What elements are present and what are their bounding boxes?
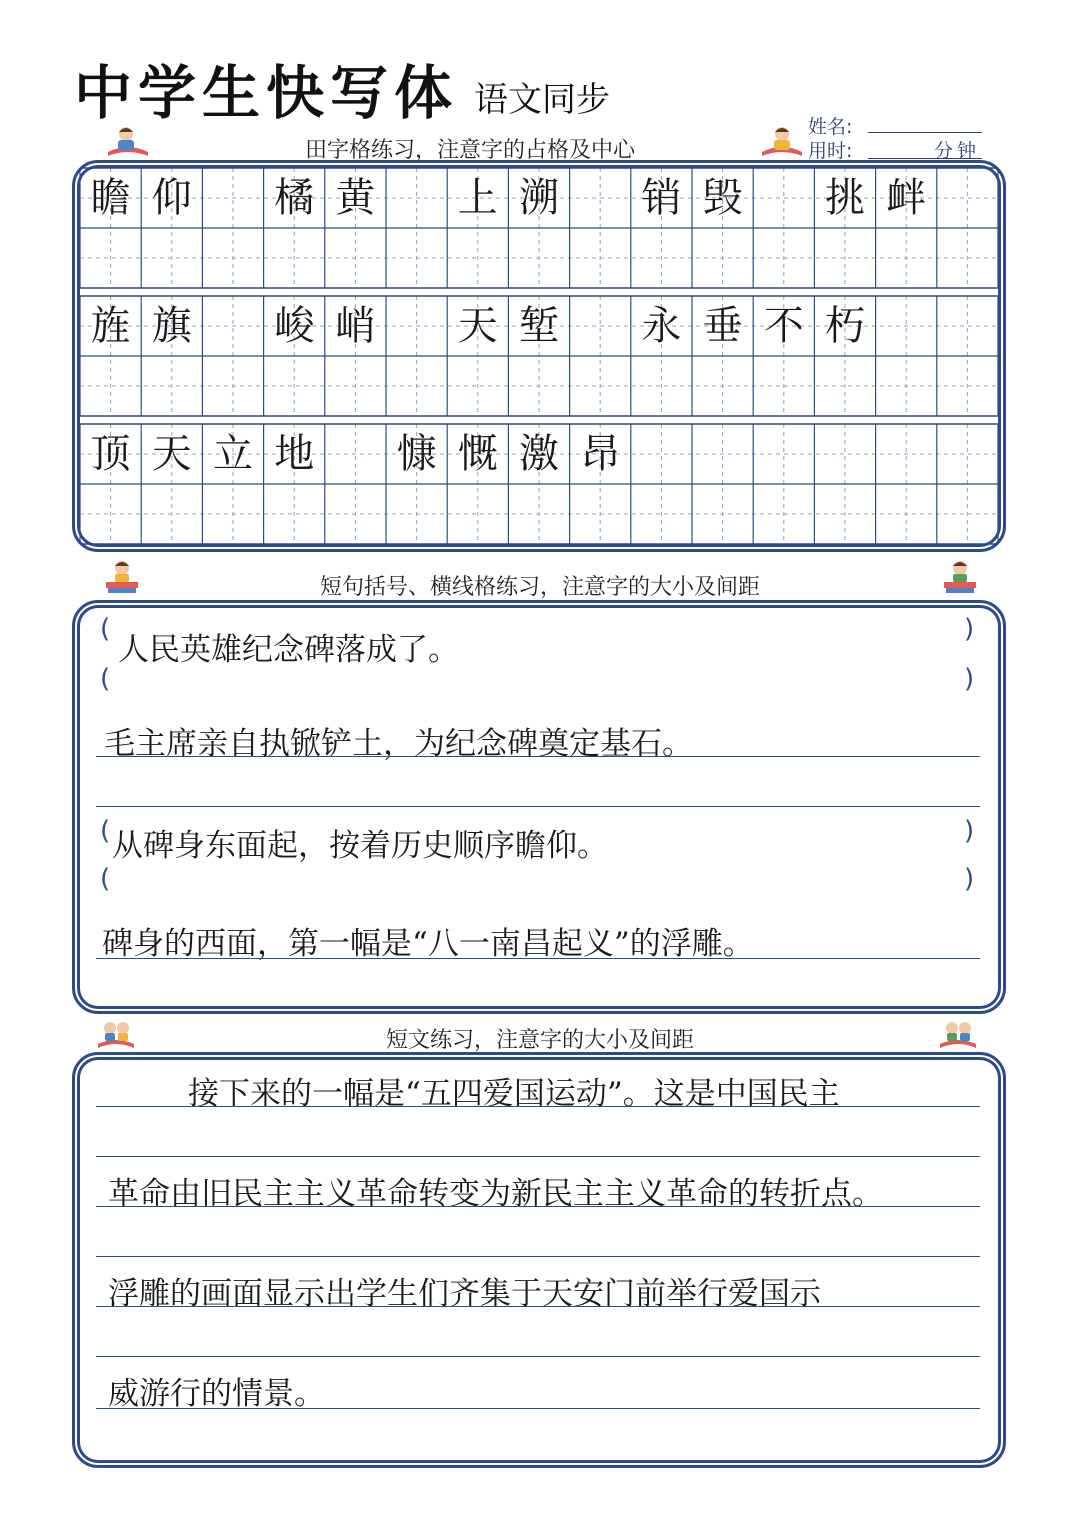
grid-character: 地 xyxy=(274,431,315,477)
writing-line xyxy=(96,1106,980,1107)
writing-line xyxy=(96,1306,980,1307)
grid-character: 橘 xyxy=(274,175,315,221)
grid-character: 不 xyxy=(763,303,804,349)
essay-line-3: 浮雕的画面显示出学生们齐集于天安门前举行爱国示 xyxy=(108,1276,821,1312)
grid-character: 天 xyxy=(151,431,192,477)
illustration-kid-with-books-left xyxy=(102,556,142,596)
essay-line-4: 威游行的情景。 xyxy=(108,1376,325,1412)
grid-character: 朽 xyxy=(824,303,865,349)
grid-character: 挑 xyxy=(824,175,865,221)
essay-line-1: 接下来的一幅是“五四爱国运动”。这是中国民主 xyxy=(188,1076,840,1112)
grid-character: 仰 xyxy=(151,175,192,221)
section3-caption: 短文练习，注意字的大小及间距 xyxy=(385,1028,694,1053)
grid-character: 黄 xyxy=(335,175,376,221)
time-unit: 分钟 xyxy=(934,140,981,162)
writing-line xyxy=(96,756,980,757)
grid-character: 峻 xyxy=(274,303,315,349)
writing-line xyxy=(96,1408,980,1409)
paren-right-3: ) xyxy=(964,816,975,846)
name-label: 姓名: xyxy=(808,116,853,138)
page-subtitle: 语文同步 xyxy=(474,80,610,120)
grid-character: 溯 xyxy=(518,175,559,221)
paren-right-2: ) xyxy=(964,664,975,694)
section2-caption: 短句括号、横线格练习，注意字的大小及间距 xyxy=(319,575,760,600)
grid-character: 毁 xyxy=(702,175,743,221)
paren-left-2: ( xyxy=(100,664,111,694)
paren-right-1: ) xyxy=(964,614,975,644)
sentence-line-2: 毛主席亲自执锨铲土，为纪念碑奠定基石。 xyxy=(104,726,693,762)
grid-character: 慨 xyxy=(457,431,498,477)
sentence-line-1: 人民英雄纪念碑落成了。 xyxy=(118,632,459,668)
paren-left-4: ( xyxy=(100,864,111,894)
paren-left-3: ( xyxy=(100,816,111,846)
illustration-kid-with-books-right xyxy=(940,556,980,596)
grid-character: 顶 xyxy=(90,431,131,477)
writing-line xyxy=(96,1156,980,1157)
illustration-kids-right xyxy=(938,1018,978,1050)
paren-left-1: ( xyxy=(100,614,111,644)
grid-character: 激 xyxy=(518,431,559,477)
grid-character: 立 xyxy=(212,431,253,477)
grid-character: 衅 xyxy=(886,175,927,221)
writing-line xyxy=(96,958,980,959)
grid-character: 销 xyxy=(641,175,682,221)
page-title: 中学生快写体 xyxy=(74,59,459,127)
essay-line-2: 革命由旧民主主义革命转变为新民主主义革命的转折点。 xyxy=(108,1176,883,1212)
writing-line xyxy=(96,1206,980,1207)
grid-character: 天 xyxy=(457,303,498,349)
paren-right-4: ) xyxy=(964,864,975,894)
grid-character: 旗 xyxy=(151,303,192,349)
sentence-line-4: 碑身的西面，第一幅是“八一南昌起义”的浮雕。 xyxy=(102,926,754,962)
writing-line xyxy=(96,1356,980,1357)
sentence-line-3: 从碑身东面起，按着历史顺序瞻仰。 xyxy=(112,828,608,864)
grid-character: 慷 xyxy=(396,431,437,477)
grid-character: 永 xyxy=(641,303,682,349)
grid-character: 上 xyxy=(457,175,498,221)
grid-character: 旌 xyxy=(90,303,131,349)
grid-character: 峭 xyxy=(335,303,376,349)
writing-line xyxy=(96,806,980,807)
grid-character: 瞻 xyxy=(90,175,131,221)
time-label: 用时: xyxy=(808,140,853,162)
illustration-kids-left xyxy=(96,1018,136,1050)
writing-line xyxy=(96,1256,980,1257)
section1-caption: 田字格练习，注意字的占格及中心 xyxy=(304,138,635,163)
grid-character: 垂 xyxy=(702,303,743,349)
grid-character: 昂 xyxy=(580,431,621,477)
grid-character: 堑 xyxy=(518,303,559,349)
